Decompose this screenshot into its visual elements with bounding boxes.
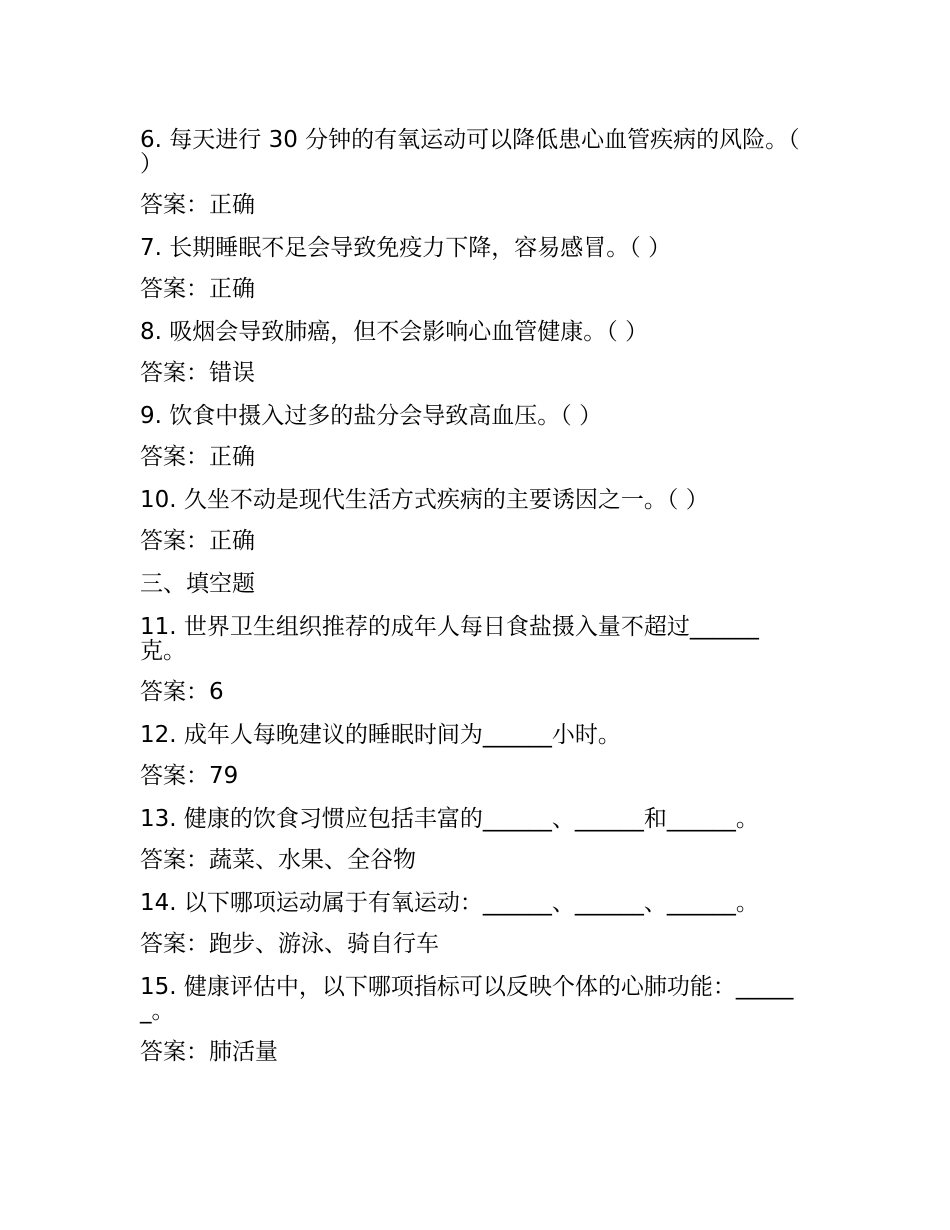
answer-12: 答案：79 — [140, 763, 239, 789]
question-10: 10. 久坐不动是现代生活方式疾病的主要诱因之一。（ ） — [140, 487, 709, 513]
answer-10: 答案：正确 — [140, 528, 255, 554]
question-15: 15. 健康评估中，以下哪项指标可以反映个体的心肺功能：______。 — [140, 974, 794, 1024]
question-12: 12. 成年人每晚建议的睡眠时间为______小时。 — [140, 722, 621, 748]
answer-13: 答案：蔬菜、水果、全谷物 — [140, 847, 416, 873]
question-8: 8. 吸烟会导致肺癌，但不会影响心血管健康。（ ） — [140, 319, 649, 345]
answer-14: 答案：跑步、游泳、骑自行车 — [140, 931, 439, 957]
answer-7: 答案：正确 — [140, 276, 255, 302]
answer-9: 答案：正确 — [140, 444, 255, 470]
answer-11: 答案：6 — [140, 679, 224, 705]
document-page — [140, 128, 800, 1083]
answer-8: 答案：错误 — [140, 360, 255, 386]
question-14: 14. 以下哪项运动属于有氧运动：______、______、______。 — [140, 890, 759, 916]
question-6: 6. 每天进行 30 分钟的有氧运动可以降低患心血管疾病的风险。（ ） — [140, 127, 800, 177]
answer-15: 答案：肺活量 — [140, 1039, 278, 1065]
question-11: 11. 世界卫生组织推荐的成年人每日食盐摄入量不超过______克。 — [140, 614, 759, 664]
answer-6: 答案：正确 — [140, 192, 255, 218]
question-7: 7. 长期睡眠不足会导致免疫力下降，容易感冒。（ ） — [140, 235, 672, 261]
question-13: 13. 健康的饮食习惯应包括丰富的______、______和______。 — [140, 806, 759, 832]
question-9: 9. 饮食中摄入过多的盐分会导致高血压。（ ） — [140, 403, 603, 429]
section-heading-fill-in: 三、填空题 — [140, 571, 255, 597]
